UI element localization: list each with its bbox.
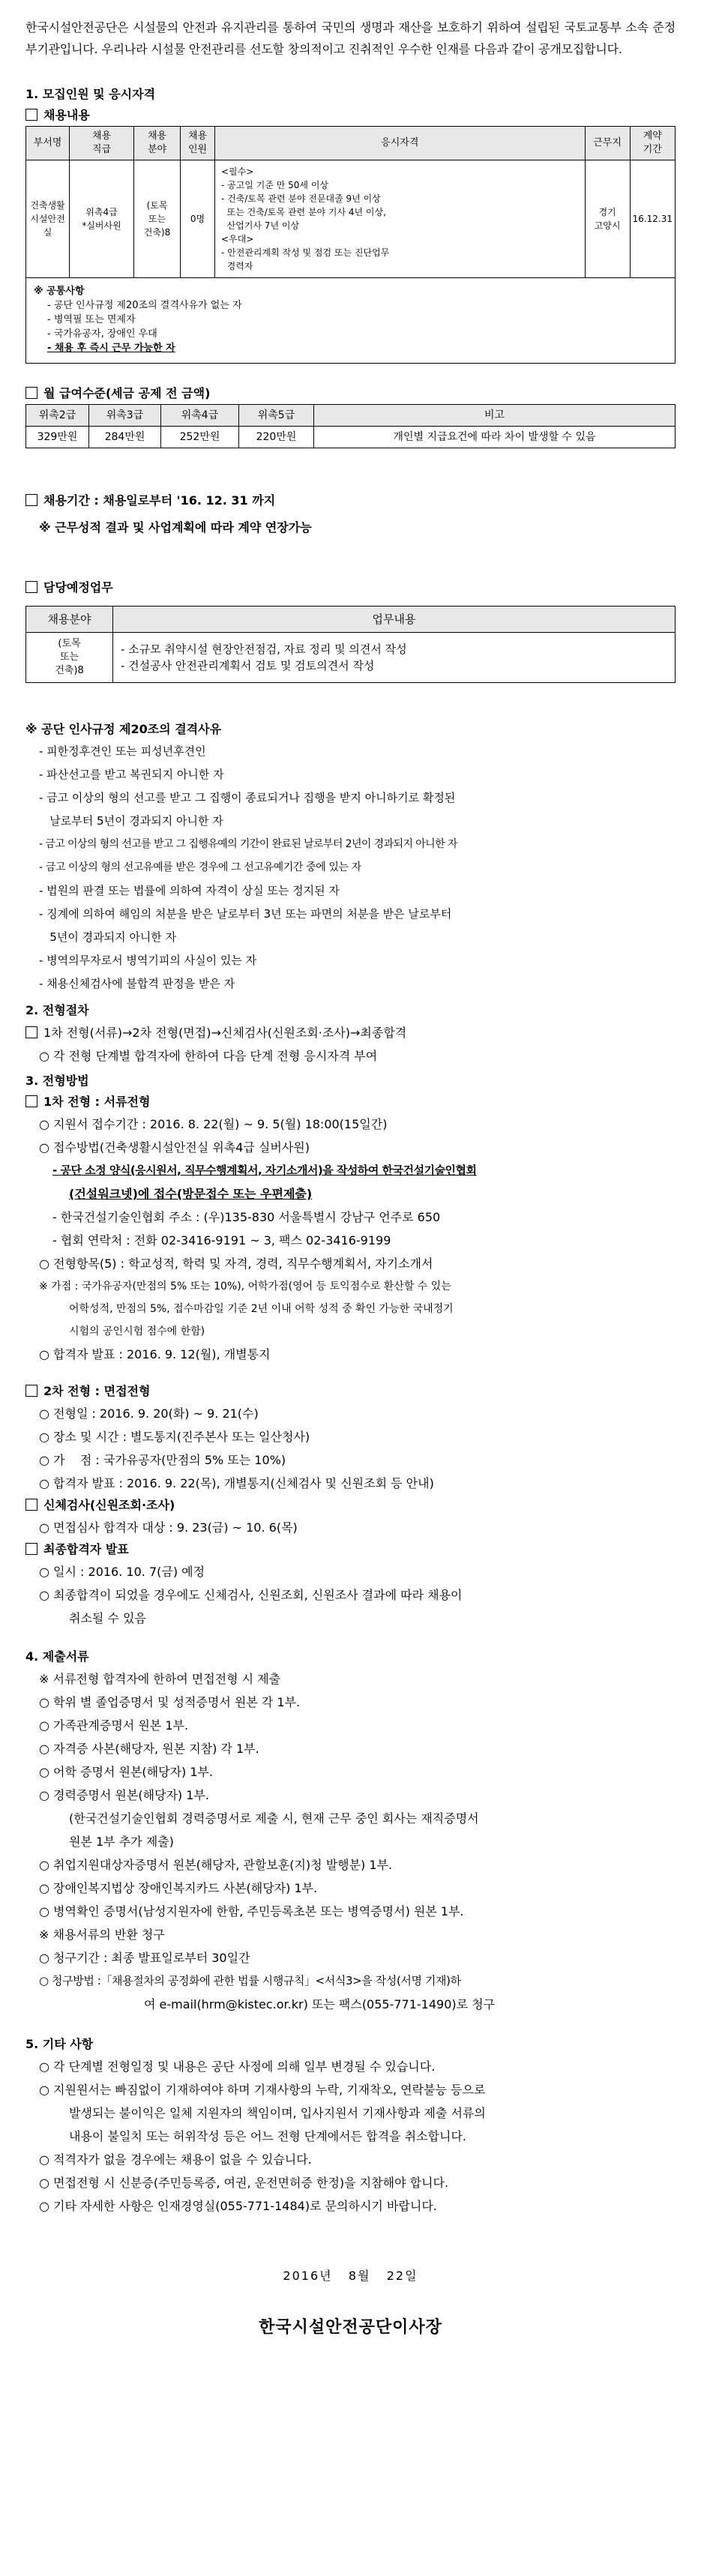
return-line: ○ 청구기간 : 최종 발표일로부터 30일간 xyxy=(39,1951,250,1965)
misc-line: ○ 기타 자세한 사항은 인재경영실(055-771-1484)로 문의하시기 바랍니다. xyxy=(39,2199,437,2213)
misc-line: 발생되는 불이익은 일체 지원자의 책임이며, 입사지원서 기재사항과 제출 서류의 xyxy=(69,2106,486,2120)
stage-2-line: ○ 합격자 발표 : 2016. 9. 22(목), 개별통지(신체검사 및 신원조회 등 안내) xyxy=(39,1476,434,1490)
disq-item: - 법원의 판결 또는 법률에 의하여 자격이 상실 또는 정지된 자 xyxy=(39,884,340,897)
duty-table xyxy=(25,606,676,683)
docs-item-note: (한국건설기술인협회 경력증명서로 제출 시, 현재 근무 중인 회사는 재직증명서 xyxy=(69,1811,479,1826)
common-item: - 국가유공자, 장애인 우대 xyxy=(47,328,157,340)
misc-line: 내용이 불일치 또는 허위작성 등은 어느 전형 단계에서든 합격을 취소합니다. xyxy=(69,2129,466,2143)
salary-header: 위촉4급 xyxy=(161,405,239,427)
stage-4-title: 최종합격자 발표 xyxy=(25,1539,676,1560)
th-period: 계약 기간 xyxy=(630,127,675,160)
stage-2-title: 2차 전형 : 면접전형 xyxy=(25,1381,676,1402)
checkbox-square-icon xyxy=(25,1385,37,1397)
checkbox-square-icon xyxy=(25,109,37,121)
docs-item: ○ 가족관계증명서 원본 1부. xyxy=(39,1718,189,1733)
intro-paragraph: 한국시설안전공단은 시설물의 안전과 유지관리를 통하여 국민의 생명과 재산을 보호하기 위하여 설립된 국토교통부 소속 준정부기관입니다. 우리나라 시설물 안전관리를 선도할 창의적이고 진취적인 우수한 인재를 다음과 같이 공개모집합니다. xyxy=(25,20,676,56)
duty-field: (토목 또는 건축)8 xyxy=(26,633,113,683)
disq-item: - 채용신체검사에 불합격 판정을 받은 자 xyxy=(39,977,235,990)
stage-1-bonus: 시험의 공인시험 점수에 한함) xyxy=(69,1325,205,1337)
checkbox-square-icon xyxy=(25,1095,37,1107)
disqualification-title: ※ 공단 인사규정 제20조의 결격사유 xyxy=(25,722,222,736)
th-qualification: 응시자격 xyxy=(215,127,586,160)
common-item: - 병역필 또는 면제자 xyxy=(47,314,136,325)
stage-1-line: - 한국건설기술인협회 주소 : (우)135-830 서울특별시 강남구 언주로 650 xyxy=(52,1210,441,1224)
table-row xyxy=(26,160,676,278)
checkbox-square-icon xyxy=(25,387,37,399)
disq-item: - 금고 이상의 형의 선고를 받고 그 집행이 종료되거나 집행을 받지 아니하기로 확정된 xyxy=(39,791,456,804)
th-count: 채용 인원 xyxy=(181,127,215,160)
qual-line: <우대> xyxy=(221,234,254,244)
docs-item: ○ 경력증명서 원본(해당자) 1부. xyxy=(39,1788,209,1802)
disq-item: - 징계에 의하여 해임의 처분을 받은 날로부터 3년 또는 파면의 처분을 받은 날로부터 xyxy=(39,907,452,921)
subsection-hiring-content: 채용내용 xyxy=(25,105,676,126)
th-field: 채용 분야 xyxy=(134,127,181,160)
stage-3-title: 신체검사(신원조회·조사) xyxy=(25,1495,676,1516)
duty-content xyxy=(113,633,676,683)
table-row xyxy=(26,633,676,683)
stage-1-line: ○ 접수방법(건축생활시설안전실 위촉4급 실버사원) xyxy=(39,1140,310,1155)
docs-item: ○ 어학 증명서 원본(해당자) 1부. xyxy=(39,1765,214,1779)
cell-qualification xyxy=(215,160,586,278)
disq-item: - 피한정후견인 또는 피성년후견인 xyxy=(39,744,206,758)
misc-line: ○ 각 단계별 전형일정 및 내용은 공단 사정에 의해 일부 변경될 수 있습니다. xyxy=(39,2059,436,2074)
disq-item: - 금고 이상의 형의 선고유예를 받은 경우에 그 선고유예기간 중에 있는 자 xyxy=(39,861,361,873)
stage-1-bonus: 어학성적, 만점의 5%, 접수마감일 기준 2년 이내 어학 성적 중 확인 가능한 국내정기 xyxy=(69,1303,454,1315)
common-item-emphasis: - 채용 후 즉시 근무 가능한 자 xyxy=(47,343,175,354)
cell-count: 0명 xyxy=(181,160,215,278)
stage-2-line: ○ 장소 및 시간 : 별도통지(진주본사 또는 일산청사) xyxy=(39,1430,310,1444)
checkbox-square-icon xyxy=(25,1026,37,1038)
stage-4-line: ○ 최종합격이 되었을 경우에도 신체검사, 신원조회, 신원조사 결과에 따라 채용이 xyxy=(39,1588,463,1602)
salary-value: 220만원 xyxy=(239,427,314,448)
qual-line: 경력자 xyxy=(221,261,253,271)
cell-location: 경기 고양시 xyxy=(585,160,630,278)
issuer-name: 한국시설안전공단이사장 xyxy=(259,2318,442,2337)
return-line: ○ 청구방법 :「채용절차의 공정화에 관한 법률 시행규칙」<서식3>을 작성(서명 기재)하 xyxy=(39,1974,461,1987)
stage-1-line: ○ 합격자 발표 : 2016. 9. 12(월), 개별통지 xyxy=(39,1347,271,1361)
disq-item: 5년이 경과되지 아니한 자 xyxy=(39,930,177,944)
common-requirements-box xyxy=(25,278,676,364)
salary-header: 위촉3급 xyxy=(89,405,161,427)
stage-1-line: ○ 전형항목(5) : 학교성적, 학력 및 자격, 경력, 직무수행계획서, 자기소개서 xyxy=(39,1257,433,1271)
docs-item-note: 원본 1부 추가 제출) xyxy=(69,1835,174,1849)
procedure-note: ○ 각 전형 단계별 합격자에 한하여 다음 단계 전형 응시자격 부여 xyxy=(39,1049,378,1063)
cell-field: (토목 또는 건축)8 xyxy=(134,160,181,278)
stage-2-line: ○ 전형일 : 2016. 9. 20(화) ~ 9. 21(수) xyxy=(39,1406,259,1421)
docs-note: ※ 서류전형 합격자에 한하여 면접전형 시 제출 xyxy=(39,1672,281,1686)
docs-item: ○ 병역확인 증명서(남성지원자에 한함, 주민등록초본 또는 병역증명서) 원본 1부. xyxy=(39,1904,464,1919)
qual-line: <필수> xyxy=(221,166,254,177)
duty-item: - 건설공사 안전관리계획서 검토 및 검토의견서 작성 xyxy=(121,659,375,672)
qual-line: - 건축/토목 관련 분야 전문대졸 9년 이상 xyxy=(221,193,381,204)
cell-grade: 위촉4급 *실버사원 xyxy=(70,160,134,278)
stage-1-line-emphasis: (건설워크넷)에 접수(방문접수 또는 우편제출) xyxy=(69,1187,313,1201)
hiring-table xyxy=(25,126,676,278)
salary-value: 329만원 xyxy=(26,427,89,448)
subsection-duty: 담당예정업무 xyxy=(25,577,676,598)
stage-1-line: ○ 지원서 접수기간 : 2016. 8. 22(월) ~ 9. 5(월) 18:00(15일간) xyxy=(39,1117,388,1131)
section-2-title: 2. 전형절차 xyxy=(25,1003,89,1017)
salary-note: 개인별 지급요건에 따라 차이 발생할 수 있음 xyxy=(314,427,676,448)
qual-line: - 공고일 기준 만 50세 이상 xyxy=(221,180,329,190)
misc-line: ○ 지원원서는 빠짐없이 기재하여야 하며 기재사항의 누락, 기재착오, 연락불능 등으로 xyxy=(39,2083,486,2097)
salary-table xyxy=(25,404,676,448)
salary-value: 252만원 xyxy=(161,427,239,448)
salary-header: 위촉5급 xyxy=(239,405,314,427)
qual-line: 산업기사 7년 이상 xyxy=(221,220,300,231)
cell-period: 16.12.31 xyxy=(630,160,675,278)
cell-dept: 건축생활시설안전실 xyxy=(26,160,70,278)
duty-header: 채용분야 xyxy=(26,607,113,633)
checkbox-square-icon xyxy=(25,1543,37,1555)
stage-1-bonus: ※ 가점 : 국가유공자(만점의 5% 또는 10%), 어학가점(영어 등 토익점수로 환산할 수 있는 xyxy=(39,1281,451,1292)
docs-item: ○ 취업지원대상자증명서 원본(해당자, 관할보훈(지)청 발행분) 1부. xyxy=(39,1858,393,1872)
period-note: ※ 근무성적 결과 및 사업계획에 따라 계약 연장가능 xyxy=(39,520,312,535)
disqualification-list xyxy=(25,740,676,996)
stage-1-line: - 협회 연락처 : 전화 02-3416-9191 ~ 3, 팩스 02-3416-9199 xyxy=(52,1233,391,1248)
section-1-title: 1. 모집인원 및 응시자격 xyxy=(25,87,156,101)
stage-4-line: ○ 일시 : 2016. 10. 7(금) 예정 xyxy=(39,1565,205,1579)
docs-item: ○ 장애인복지법상 장애인복지카드 사본(해당자) 1부. xyxy=(39,1881,318,1895)
salary-header: 비고 xyxy=(314,405,676,427)
stage-3-line: ○ 면접심사 합격자 대상 : 9. 23(금) ~ 10. 6(목) xyxy=(39,1520,298,1535)
subsection-period: 채용기간 : 채용일로부터 '16. 12. 31 까지 xyxy=(25,490,676,511)
salary-value: 284만원 xyxy=(89,427,161,448)
qual-line: - 안전관리계획 작성 및 점검 또는 진단업무 xyxy=(221,247,390,258)
th-dept: 부서명 xyxy=(26,127,70,160)
table-row xyxy=(26,427,676,448)
disq-item: 날로부터 5년이 경과되지 아니한 자 xyxy=(39,814,223,828)
return-title: ※ 채용서류의 반환 청구 xyxy=(39,1928,165,1942)
th-location: 근무지 xyxy=(585,127,630,160)
docs-item: ○ 학위 별 졸업증명서 및 성적증명서 원본 각 1부. xyxy=(39,1695,301,1709)
checkbox-square-icon xyxy=(25,581,37,593)
salary-header: 위촉2급 xyxy=(26,405,89,427)
disq-item: - 금고 이상의 형의 선고를 받고 그 집행유예의 기간이 완료된 날로부터 2년이 경과되지 아니한 자 xyxy=(39,838,457,850)
announcement-date: 2016년 8월 22일 xyxy=(283,2269,418,2283)
docs-item: ○ 자격증 사본(해당자, 원본 지참) 각 1부. xyxy=(39,1742,259,1756)
disq-item: - 파산선고를 받고 복권되지 아니한 자 xyxy=(39,768,224,781)
section-3-title: 3. 전형방법 xyxy=(25,1074,89,1088)
th-grade: 채용 직급 xyxy=(70,127,134,160)
procedure-line: 1차 전형(서류)→2차 전형(면접)→신체검사(신원조회·조사)→최종합격 xyxy=(25,1021,676,1044)
qual-line: 또는 건축/토목 관련 분야 기사 4년 이상, xyxy=(221,207,386,217)
duty-header: 업무내용 xyxy=(113,607,676,633)
misc-line: ○ 적격자가 없을 경우에는 채용이 없을 수 있습니다. xyxy=(39,2152,312,2167)
stage-4-line: 취소될 수 있음 xyxy=(69,1611,146,1625)
return-line: 여 e-mail(hrm@kistec.or.kr) 또는 팩스(055-771-1490)로 청구 xyxy=(144,1997,496,2011)
stage-1-line-emphasis: - 공단 소정 양식(응시원서, 직무수행계획서, 자기소개서)을 작성하여 한국건설기술인협회 xyxy=(52,1164,477,1177)
common-item: - 공단 인사규정 제20조의 결격사유가 없는 자 xyxy=(47,300,242,311)
subsection-salary: 월 급여수준(세금 공제 전 금액) xyxy=(25,383,676,404)
duty-item: - 소규모 취약시설 현장안전점검, 자료 정리 및 의견서 작성 xyxy=(121,643,407,656)
misc-line: ○ 면접전형 시 신분증(주민등록증, 여권, 운전면허증 한정)을 지참해야 합니다. xyxy=(39,2176,449,2190)
stage-1-title: 1차 전형 : 서류전형 xyxy=(25,1092,676,1113)
checkbox-square-icon xyxy=(25,494,37,506)
checkbox-square-icon xyxy=(25,1499,37,1511)
common-title: ※ 공통사항 xyxy=(34,286,85,297)
section-5-title: 5. 기타 사항 xyxy=(25,2037,94,2051)
disq-item: - 병역의무자로서 병역기피의 사실이 있는 자 xyxy=(39,954,257,967)
section-4-title: 4. 제출서류 xyxy=(25,1649,89,1664)
stage-2-line: ○ 가 점 : 국가유공자(만점의 5% 또는 10%) xyxy=(39,1453,286,1467)
